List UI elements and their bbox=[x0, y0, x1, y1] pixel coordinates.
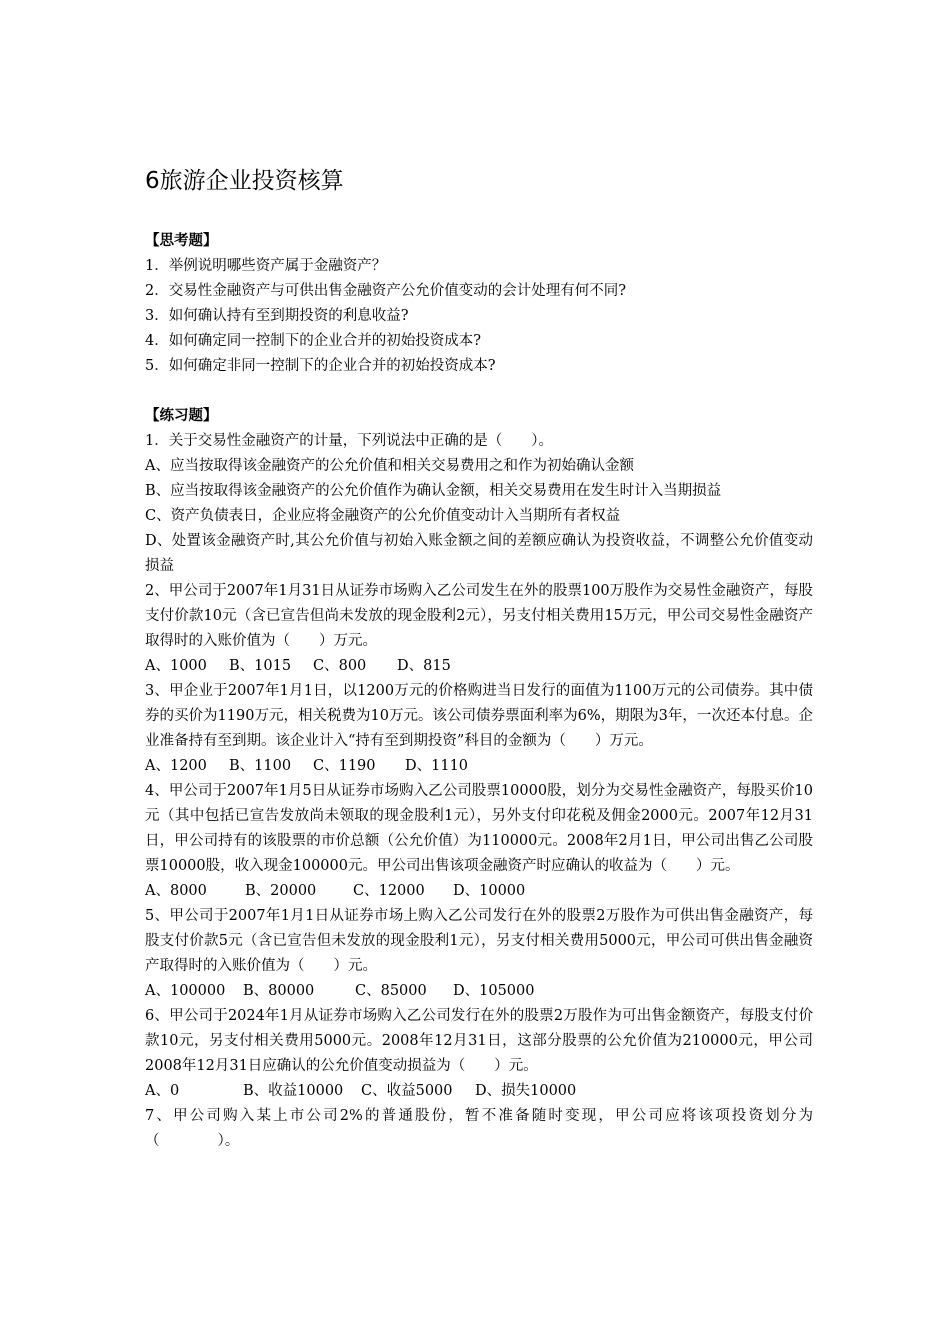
q2-option-b: B、1015 bbox=[229, 658, 292, 674]
q6-option-a: A、0 bbox=[145, 1083, 180, 1099]
section-gap bbox=[145, 379, 813, 404]
q2-option-c: C、800 bbox=[313, 658, 367, 674]
q2-option-d: D、815 bbox=[397, 658, 451, 674]
thinking-item-2: 2．交易性金融资产与可供出售金融资产公允价值变动的会计处理有何不同? bbox=[145, 283, 626, 299]
thinking-item-4: 4．如何确定同一控制下的企业合并的初始投资成本? bbox=[145, 333, 481, 349]
q4-options bbox=[145, 879, 813, 904]
q4-stem: 4、甲公司于2007年1月5日从证券市场购入乙公司股票10000股，划分为交易性金融资产，每股买价10元（其中包括已宣告发放尚未领取的现金股利1元），另外支付印花税及佣金2000元。2007年12月31日，甲公司持有的该股票的市价总额（公允价值）为110000元。2008年2月1日，甲公司出售乙公司股票10000股，收入现金100000元。甲公司出售该项金融资产时应确认的收益为（ ）元。 bbox=[145, 783, 813, 874]
q5-option-d: D、105000 bbox=[453, 983, 535, 999]
q6-option-d: D、损失10000 bbox=[475, 1083, 577, 1099]
q5-stem: 5、甲公司于2007年1月1日从证券市场上购入乙公司发行在外的股票2万股作为可供出售金融资产，每股支付价款5元（含已宣告但未发放的现金股利1元），另支付相关费用5000元，甲公司可供出售金融资产取得时的入账价值为（ ）元。 bbox=[145, 908, 813, 974]
q3-option-c: C、1190 bbox=[313, 758, 376, 774]
q1-option-b: B、应当按取得该金融资产的公允价值作为确认金额，相关交易费用在发生时计入当期损益 bbox=[145, 483, 722, 499]
q1-option-a: A、应当按取得该金融资产的公允价值和相关交易费用之和作为初始确认金额 bbox=[145, 458, 634, 474]
q6-option-b: B、收益10000 bbox=[243, 1083, 344, 1099]
q3-option-d: D、1110 bbox=[405, 758, 469, 774]
q7-stem: 7、甲公司购入某上市公司2%的普通股份，暂不准备随时变现，甲公司应将该项投资划分为（ ）。 bbox=[145, 1108, 813, 1149]
q6-options bbox=[145, 1079, 813, 1104]
thinking-item-3: 3．如何确认持有至到期投资的利息收益? bbox=[145, 308, 409, 324]
q1-option-d: D、处置该金融资产时,其公允价值与初始入账金额之间的差额应确认为投资收益，不调整公允价值变动损益 bbox=[145, 533, 813, 574]
q2-option-a: A、1000 bbox=[145, 658, 207, 674]
q5-option-c: C、85000 bbox=[355, 983, 427, 999]
document-title: 6旅游企业投资核算 bbox=[145, 168, 344, 194]
thinking-heading: 【思考题】 bbox=[145, 233, 218, 249]
q3-option-a: A、1200 bbox=[145, 758, 207, 774]
q4-option-d: D、10000 bbox=[453, 883, 526, 899]
q3-options bbox=[145, 754, 813, 779]
q4-option-b: B、20000 bbox=[245, 883, 317, 899]
q2-options bbox=[145, 654, 813, 679]
q6-option-c: C、收益5000 bbox=[361, 1083, 453, 1099]
q3-stem: 3、甲企业于2007年1月1日，以1200万元的价格购进当日发行的面值为1100万元的公司债券。其中债券的买价为1190万元，相关税费为10万元。该公司债券票面利率为6%，期限为3年，一次还本付息。企业准备持有至到期。该企业计入“持有至到期投资”科目的金额为（ ）万元。 bbox=[145, 683, 813, 749]
q3-option-b: B、1100 bbox=[229, 758, 292, 774]
q5-option-b: B、80000 bbox=[243, 983, 315, 999]
q1-option-c: C、资产负债表日，企业应将金融资产的公允价值变动计入当期所有者权益 bbox=[145, 508, 621, 524]
q5-options bbox=[145, 979, 813, 1004]
document-body bbox=[145, 229, 813, 1154]
exercises-heading: 【练习题】 bbox=[145, 408, 218, 424]
q1-stem: 1．关于交易性金融资产的计量，下列说法中正确的是（ ）。 bbox=[145, 433, 553, 449]
q4-option-c: C、12000 bbox=[353, 883, 425, 899]
q6-stem: 6、甲公司于2024年1月从证券市场购入乙公司发行在外的股票2万股作为可出售金额资产，每股支付价款10元，另支付相关费用5000元。2008年12月31日，这部分股票的公允价值为210000元，甲公司2008年12月31日应确认的公允价值变动损益为（ ）元。 bbox=[145, 1008, 813, 1074]
q2-stem: 2、甲公司于2007年1月31日从证券市场购入乙公司发生在外的股票100万股作为交易性金融资产，每股支付价款10元（含已宣告但尚未发放的现金股利2元），另支付相关费用15万元，甲公司交易性金融资产取得时的入账价值为（ ）万元。 bbox=[145, 583, 813, 649]
q5-option-a: A、100000 bbox=[145, 983, 226, 999]
q4-option-a: A、8000 bbox=[145, 883, 207, 899]
thinking-item-1: 1．举例说明哪些资产属于金融资产？ bbox=[145, 258, 387, 274]
thinking-item-5: 5．如何确定非同一控制下的企业合并的初始投资成本? bbox=[145, 358, 496, 374]
